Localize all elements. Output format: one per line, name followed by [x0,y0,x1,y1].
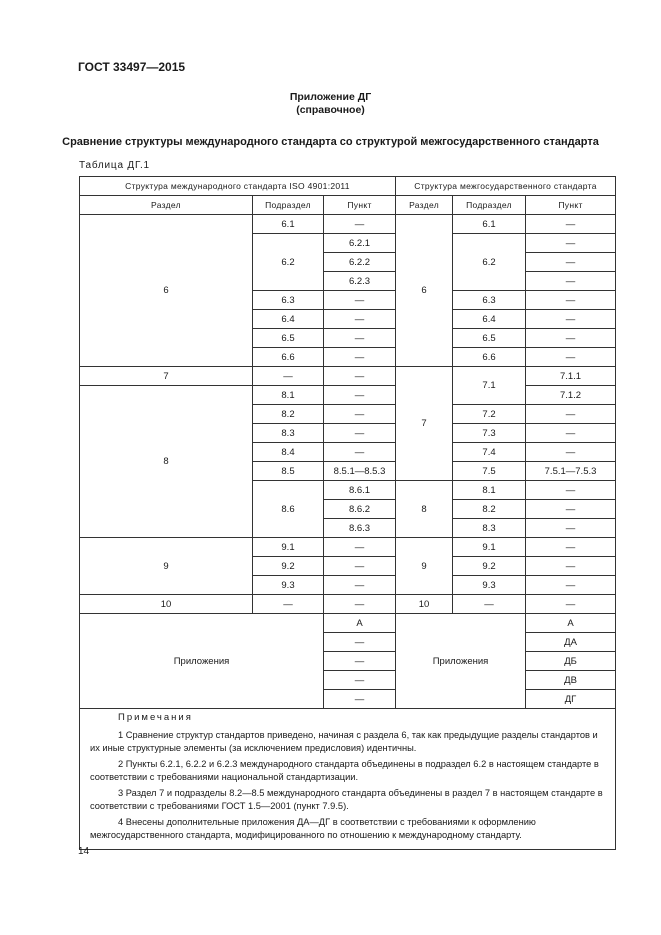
cell-right-item: — [526,215,616,234]
cell-left-item: — [324,215,396,234]
notes-title: Примечания [118,712,193,723]
cell-right-subsection: — [453,595,526,614]
cell-left-subsection: 8.1 [253,386,324,405]
page-number: 14 [78,846,90,857]
cell-left-item: 8.6.1 [324,481,396,500]
cell-right-item: — [526,424,616,443]
column-header-section: Раздел [80,196,253,215]
cell-right-item: 7.1.2 [526,386,616,405]
column-header-item: Пункт [324,196,396,215]
cell-right-item: ДА [526,633,616,652]
note-item: 3 Раздел 7 и подразделы 8.2—8.5 международного стандарта объединены в раздел 7 в настоящем стандарте в соответствии с требованиями ГОСТ 1.5—2001 (пункт 7.9.5). [90,788,603,811]
table-row [80,367,616,386]
cell-left-item: — [324,443,396,462]
cell-right-subsection: 7.1 [453,367,526,405]
cell-right-item: — [526,310,616,329]
cell-right-item: — [526,595,616,614]
cell-right-subsection: 7.5 [453,462,526,481]
cell-left-item: — [324,329,396,348]
cell-left-section: 9 [80,538,253,595]
cell-left-item: 6.2.2 [324,253,396,272]
cell-left-item: — [324,538,396,557]
cell-right-item: А [526,614,616,633]
cell-right-section: 7 [396,367,453,481]
note-item: 2 Пункты 6.2.1, 6.2.2 и 6.2.3 международного стандарта объединены в подраздел 6.2 в настоящем стандарте в соответствии с требованиями национальной стандартизации. [90,759,599,782]
annex-title: Приложение ДГ [289,91,372,103]
column-header-item: Пункт [526,196,616,215]
cell-left-item: А [324,614,396,633]
cell-left-section: 8 [80,386,253,538]
cell-left-subsection: 6.1 [253,215,324,234]
cell-right-section: 6 [396,215,453,367]
cell-right-item: — [526,405,616,424]
cell-left-item: — [324,557,396,576]
column-header-subsection: Подраздел [453,196,526,215]
cell-left-annexes: Приложения [80,614,324,709]
cell-right-item: — [526,272,616,291]
cell-left-section: 7 [80,367,253,386]
cell-right-subsection: 8.3 [453,519,526,538]
cell-left-item: — [324,348,396,367]
table-caption: Таблица ДГ.1 [79,160,150,171]
group-header-interstate: Структура межгосударственного стандарта [396,177,616,196]
cell-right-subsection: 9.2 [453,557,526,576]
cell-left-item: — [324,291,396,310]
cell-right-subsection: 6.6 [453,348,526,367]
cell-right-subsection: 9.3 [453,576,526,595]
group-header-international: Структура международного стандарта ISO 4901:2011 [80,177,396,196]
table-group-header-row [80,177,616,196]
table-row [80,386,616,405]
cell-right-subsection: 7.2 [453,405,526,424]
cell-right-item: 7.5.1—7.5.3 [526,462,616,481]
cell-right-item: — [526,253,616,272]
cell-left-item: — [324,633,396,652]
cell-left-item: — [324,576,396,595]
cell-left-subsection: 8.2 [253,405,324,424]
cell-right-item: ДГ [526,690,616,709]
cell-left-subsection: 6.2 [253,234,324,291]
cell-right-section: 8 [396,481,453,538]
cell-right-item: — [526,348,616,367]
table-row [80,614,616,633]
cell-right-section: 9 [396,538,453,595]
cell-left-subsection: 6.5 [253,329,324,348]
cell-left-item: — [324,671,396,690]
comparison-table [79,176,616,850]
cell-right-annexes: Приложения [396,614,526,709]
cell-right-subsection: 6.4 [453,310,526,329]
note-item: 1 Сравнение структур стандартов приведено, начиная с раздела 6, так как предыдущие разделы стандартов и их иные структурные элементы (за исключением предисловия) идентичны. [90,730,598,753]
cell-right-subsection: 6.5 [453,329,526,348]
annex-status: (справочное) [296,104,365,116]
table-row [80,538,616,557]
cell-right-subsection: 7.4 [453,443,526,462]
cell-right-item: — [526,329,616,348]
table-row [80,595,616,614]
cell-left-item: 8.6.3 [324,519,396,538]
cell-left-section: 10 [80,595,253,614]
cell-left-subsection: 8.3 [253,424,324,443]
cell-left-item: 8.6.2 [324,500,396,519]
table-row [80,215,616,234]
cell-right-item: — [526,500,616,519]
cell-left-subsection: — [253,595,324,614]
cell-right-item: — [526,443,616,462]
cell-left-subsection: 8.5 [253,462,324,481]
cell-left-subsection: 6.6 [253,348,324,367]
cell-left-item: — [324,367,396,386]
cell-right-item: ДВ [526,671,616,690]
cell-left-subsection: 8.4 [253,443,324,462]
cell-left-subsection: 6.4 [253,310,324,329]
cell-right-item: — [526,234,616,253]
column-header-section: Раздел [396,196,453,215]
annex-title-block [0,91,661,117]
column-header-subsection: Подраздел [253,196,324,215]
cell-left-subsection: 9.1 [253,538,324,557]
cell-right-item: 7.1.1 [526,367,616,386]
cell-left-item: 6.2.3 [324,272,396,291]
cell-left-item: — [324,405,396,424]
cell-left-item: — [324,690,396,709]
cell-left-subsection: 8.6 [253,481,324,538]
cell-left-subsection: 9.3 [253,576,324,595]
cell-right-item: — [526,481,616,500]
table-heading: Сравнение структуры международного стандарта со структурой межгосударственного стандарта [62,136,599,148]
cell-right-subsection: 6.2 [453,234,526,291]
cell-right-subsection: 8.1 [453,481,526,500]
cell-right-item: — [526,519,616,538]
cell-left-item: — [324,652,396,671]
cell-right-item: — [526,538,616,557]
cell-left-subsection: 9.2 [253,557,324,576]
document-code: ГОСТ 33497—2015 [78,60,186,74]
cell-right-subsection: 7.3 [453,424,526,443]
cell-right-subsection: 8.2 [453,500,526,519]
cell-left-item: — [324,424,396,443]
cell-right-item: ДБ [526,652,616,671]
cell-right-item: — [526,576,616,595]
cell-left-subsection: 6.3 [253,291,324,310]
cell-left-item: — [324,595,396,614]
notes-row [80,709,616,850]
notes-cell [80,709,616,850]
cell-left-item: 8.5.1—8.5.3 [324,462,396,481]
cell-right-item: — [526,291,616,310]
note-item: 4 Внесены дополнительные приложения ДА—ДГ в соответствии с требованиями к оформлению межгосударственного стандарта, модифицированного по отношению к международному стандарту. [90,817,536,840]
cell-left-section: 6 [80,215,253,367]
cell-right-item: — [526,557,616,576]
cell-right-subsection: 9.1 [453,538,526,557]
cell-left-item: — [324,386,396,405]
cell-right-subsection: 6.3 [453,291,526,310]
cell-left-item: — [324,310,396,329]
cell-left-item: 6.2.1 [324,234,396,253]
cell-left-subsection: — [253,367,324,386]
table-column-header-row [80,196,616,215]
cell-right-subsection: 6.1 [453,215,526,234]
cell-right-section: 10 [396,595,453,614]
